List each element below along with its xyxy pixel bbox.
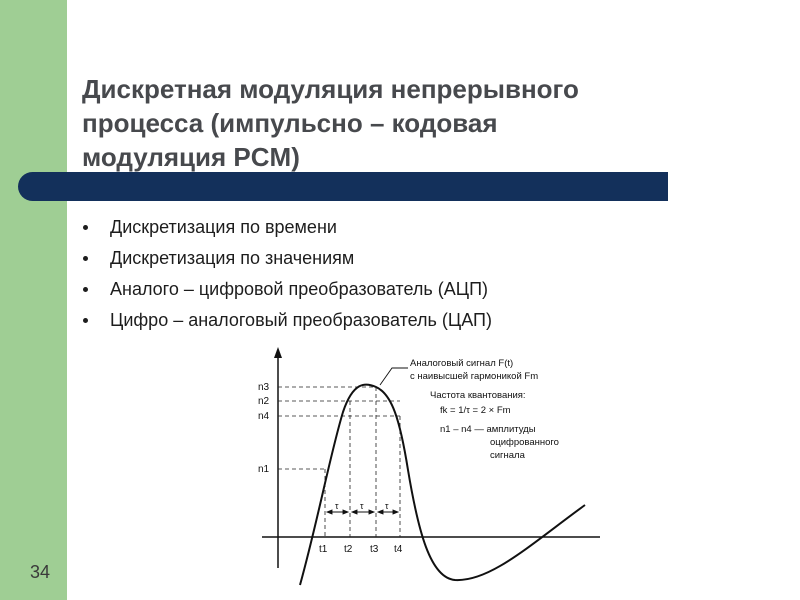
annotation-amp-line-1: n1 – n4 — амплитуды: [440, 424, 536, 435]
y-label-n4: n4: [258, 411, 270, 422]
t-label-t3: t3: [370, 544, 379, 555]
bullet-text: Аналого – цифровой преобразователь (АЦП): [110, 279, 489, 299]
y-axis-arrow-icon: [274, 347, 282, 358]
annotation-freq-line-2: fk = 1/τ = 2 × Fm: [440, 405, 511, 416]
bullet-text: Цифро – аналоговый преобразователь (ЦАП): [110, 310, 492, 330]
y-label-n2: n2: [258, 396, 270, 407]
annotation-leader-line: [380, 368, 408, 385]
bullet-text: Дискретизация по времени: [110, 217, 337, 237]
tau-label-3: τ: [385, 501, 389, 511]
page-number: 34: [30, 562, 51, 582]
title-line-3: модуляция PCM): [82, 142, 300, 172]
y-label-n3: n3: [258, 382, 270, 393]
y-label-n1: n1: [258, 464, 270, 475]
t-label-t2: t2: [344, 544, 353, 555]
title-line-1: Дискретная модуляция непрерывного: [82, 74, 579, 104]
sample-lines: [325, 387, 400, 537]
annotation-amp-line-3: сигнала: [490, 450, 525, 461]
annotation-freq-line-1: Частота квантования:: [430, 390, 526, 401]
t-label-t1: t1: [319, 544, 328, 555]
annotation-amp-line-2: оцифрованного: [490, 437, 559, 448]
tau-label-1: τ: [335, 501, 339, 511]
annotation-signal-line-1: Аналоговый сигнал F(t): [410, 358, 514, 369]
tau-label-2: τ: [360, 501, 364, 511]
annotation-signal-line-2: с наивысшей гармоникой Fm: [410, 371, 539, 382]
title-line-2: процесса (импульсно – кодовая: [82, 108, 498, 138]
t-label-t4: t4: [394, 544, 403, 555]
bullet-text: Дискретизация по значениям: [110, 248, 355, 268]
